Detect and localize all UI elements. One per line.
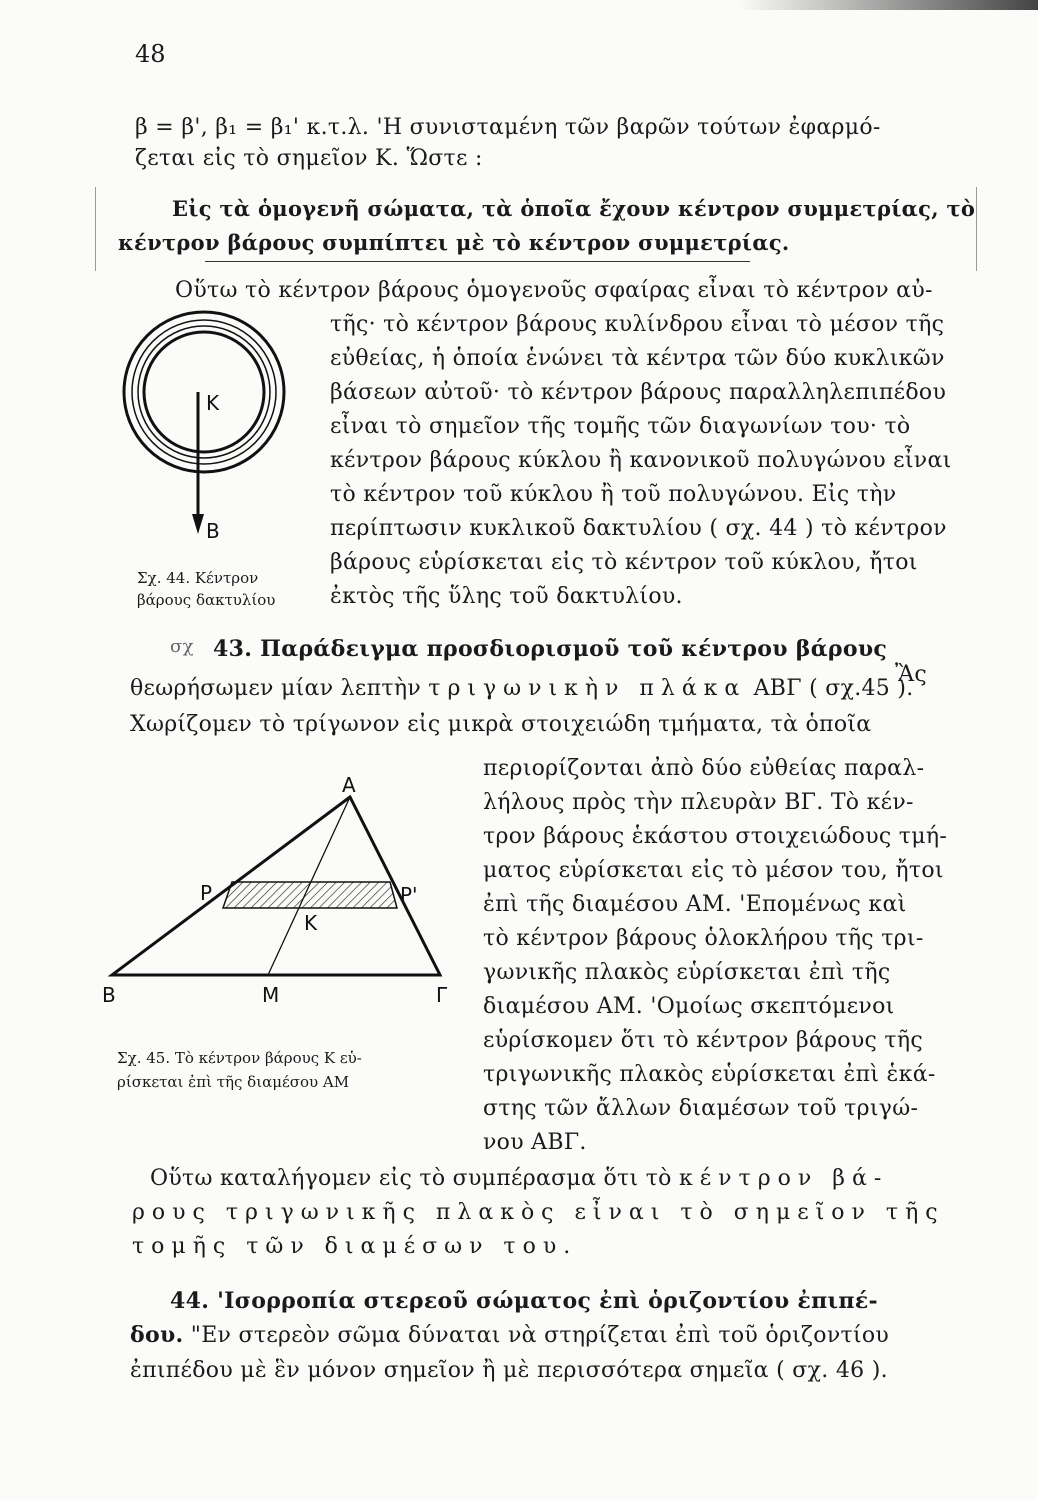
right-col-line-4: ματος εὑρίσκεται εἰς τὸ μέσον του, ἤτοι: [483, 858, 944, 883]
right-col-line-6: τὸ κέντρον βάρους ὁλοκλήρου τῆς τρι-: [483, 926, 924, 951]
figure-45-caption-2: ρίσκεται ἐπὶ τῆς διαμέσου ΑΜ: [117, 1073, 350, 1091]
section-44-heading: 44. 'Ισορροπία στερεοῦ σώματος ἐπὶ ὁριζοντίου ἐπιπέ-: [170, 1288, 878, 1314]
ring-circle-3: [138, 326, 270, 458]
triangle-label-p-prime: P': [400, 883, 418, 907]
right-col-line-10: τριγωνικῆς πλακὸς εὑρίσκεται ἐπὶ ἑκά-: [483, 1062, 936, 1087]
figure-45-caption-1: Σχ. 45. Τὸ κέντρον βάρους Κ εὑ-: [117, 1049, 362, 1067]
right-col-line-8: διαμέσου ΑΜ. 'Ομοίως σκεπτόμενοι: [483, 994, 895, 1019]
centers-line-3: εὐθείας, ἡ ὁποία ἑνώνει τὰ κέντρα τῶν δύο κυκλικῶν: [330, 346, 945, 371]
centers-line-5: εἶναι τὸ σημεῖον τῆς τομῆς τῶν διαγωνίων του· τὸ: [330, 414, 911, 439]
conclusion-line-2: ρους τριγωνικῆς πλακὸς εἶναι τὸ σημεῖον τῆς: [132, 1200, 945, 1225]
hatched-strip: [223, 882, 397, 908]
right-col-line-12: νου ΑΒΓ.: [483, 1130, 587, 1155]
rule-underline: [205, 261, 750, 262]
triangle-label-a: A: [342, 773, 356, 797]
ring-inner-circle: [144, 332, 264, 452]
section-44-line-1: [130, 1322, 889, 1348]
right-col-line-2: λήλους πρὸς τὴν πλευρὰν ΒΓ. Τὸ κέν-: [483, 790, 914, 815]
section-43-line-3: Χωρίζομεν τὸ τρίγωνον εἰς μικρὰ στοιχειώδη τμήματα, τὰ ὁποῖα: [130, 712, 872, 737]
figure-44-caption-1: Σχ. 44. Κέντρον: [137, 569, 259, 587]
line2-spaced: τριγωνικὴν πλάκα: [428, 676, 747, 701]
page-number: 48: [135, 40, 166, 68]
page-edge-shadow: [738, 0, 1038, 10]
triangle-label-m: M: [262, 983, 280, 1007]
right-col-line-7: γωνικῆς πλακὸς εὑρίσκεται ἐπὶ τῆς: [483, 960, 891, 985]
triangle-label-g: Γ: [436, 983, 448, 1007]
centers-line-6: κέντρον βάρους κύκλου ἢ κανονικοῦ πολυγώνου εἶναι: [330, 448, 952, 473]
figure-44-ring: [120, 300, 310, 550]
intro-line-2: ζεται εἰς τὸ σημεῖον Κ. Ὥστε :: [135, 146, 483, 171]
ring-label-b: B: [206, 519, 220, 543]
ring-circle-2: [132, 320, 276, 464]
section-44-line-2: ἐπιπέδου μὲ ἓν μόνον σημεῖον ἢ μὲ περισσότερα σημεῖα ( σχ. 46 ).: [130, 1358, 888, 1383]
rule-line-2: κέντρον βάρους συμπίπτει μὲ τὸ κέντρον συμμετρίας.: [118, 230, 790, 255]
conclusion-1b: κέντρον βά-: [679, 1166, 889, 1191]
line2-part-b: ΑΒΓ ( σχ.45 ).: [753, 676, 914, 701]
section-43-heading-end: Ἂς: [895, 662, 928, 687]
right-col-line-9: εὑρίσκομεν ὅτι τὸ κέντρον βάρους τῆς: [483, 1028, 924, 1053]
centers-line-7: τὸ κέντρον τοῦ κύκλου ἢ τοῦ πολυγώνου. Εἰς τὴν: [330, 482, 897, 507]
centers-line-1: Οὕτω τὸ κέντρον βάρους ὁμογενοῦς σφαίρας εἶναι τὸ κέντρον αὐ-: [175, 278, 933, 303]
rule-line-1: Εἰς τὰ ὁμογενῆ σώματα, τὰ ὁποῖα ἔχουν κέντρον συμμετρίας, τὸ: [172, 196, 976, 221]
right-col-line-5: ἐπὶ τῆς διαμέσου ΑΜ. 'Επομένως καὶ: [483, 892, 907, 917]
section-43-line-2: [130, 676, 914, 701]
centers-line-10: ἐκτὸς τῆς ὕλης τοῦ δακτυλίου.: [330, 584, 683, 609]
triangle-label-b: B: [102, 983, 116, 1007]
triangle-label-k: K: [304, 911, 318, 935]
right-col-line-1: περιορίζονται ἀπὸ δύο εὐθείας παραλ-: [483, 756, 925, 781]
conclusion-line-1: [150, 1166, 888, 1191]
figure-45-triangle: [100, 770, 470, 1030]
weight-arrowhead: [192, 514, 204, 534]
conclusion-line-3: τομῆς τῶν διαμέσων του.: [132, 1234, 578, 1259]
centers-line-2: τῆς· τὸ κέντρον βάρους κυλίνδρου εἶναι τὸ μέσον τῆς: [330, 312, 945, 337]
right-col-line-3: τρον βάρους ἑκάστου στοιχειώδους τμή-: [483, 824, 948, 849]
right-col-line-11: στης τῶν ἄλλων διαμέσων τοῦ τριγώ-: [483, 1096, 919, 1121]
ring-outer-circle: [124, 312, 284, 472]
centers-line-9: βάρους εὑρίσκεται εἰς τὸ κέντρον τοῦ κύκλου, ἤτοι: [330, 550, 918, 575]
intro-line-1: β = β', β₁ = β₁' κ.τ.λ. 'Η συνισταμένη τῶν βαρῶν τούτων ἐφαρμό-: [135, 115, 881, 140]
triangle-label-p: P: [200, 881, 213, 905]
centers-line-4: βάσεων αὐτοῦ· τὸ κέντρον βάρους παραλληλεπιπέδου: [330, 380, 947, 405]
section-43-heading: 43. Παράδειγμα προσδιορισμοῦ τοῦ κέντρου βάρους: [213, 636, 888, 662]
figure-44-caption-2: βάρους δακτυλίου: [137, 591, 276, 609]
section-44-line-1-text: "Εν στερεὸν σῶμα δύναται νὰ στηρίζεται ἐπὶ τοῦ ὁριζοντίου: [190, 1323, 890, 1348]
centers-line-8: περίπτωσιν κυκλικοῦ δακτυλίου ( σχ. 44 ) τὸ κέντρον: [330, 516, 947, 541]
section-44-heading-cont: δου.: [130, 1322, 184, 1348]
margin-note: σχ: [170, 636, 194, 657]
ring-label-k: K: [206, 391, 220, 415]
conclusion-1a: Οὕτω καταλήγομεν εἰς τὸ συμπέρασμα ὅτι τὸ: [150, 1166, 672, 1191]
line2-part-a: θεωρήσωμεν μίαν λεπτὴν: [130, 676, 421, 701]
